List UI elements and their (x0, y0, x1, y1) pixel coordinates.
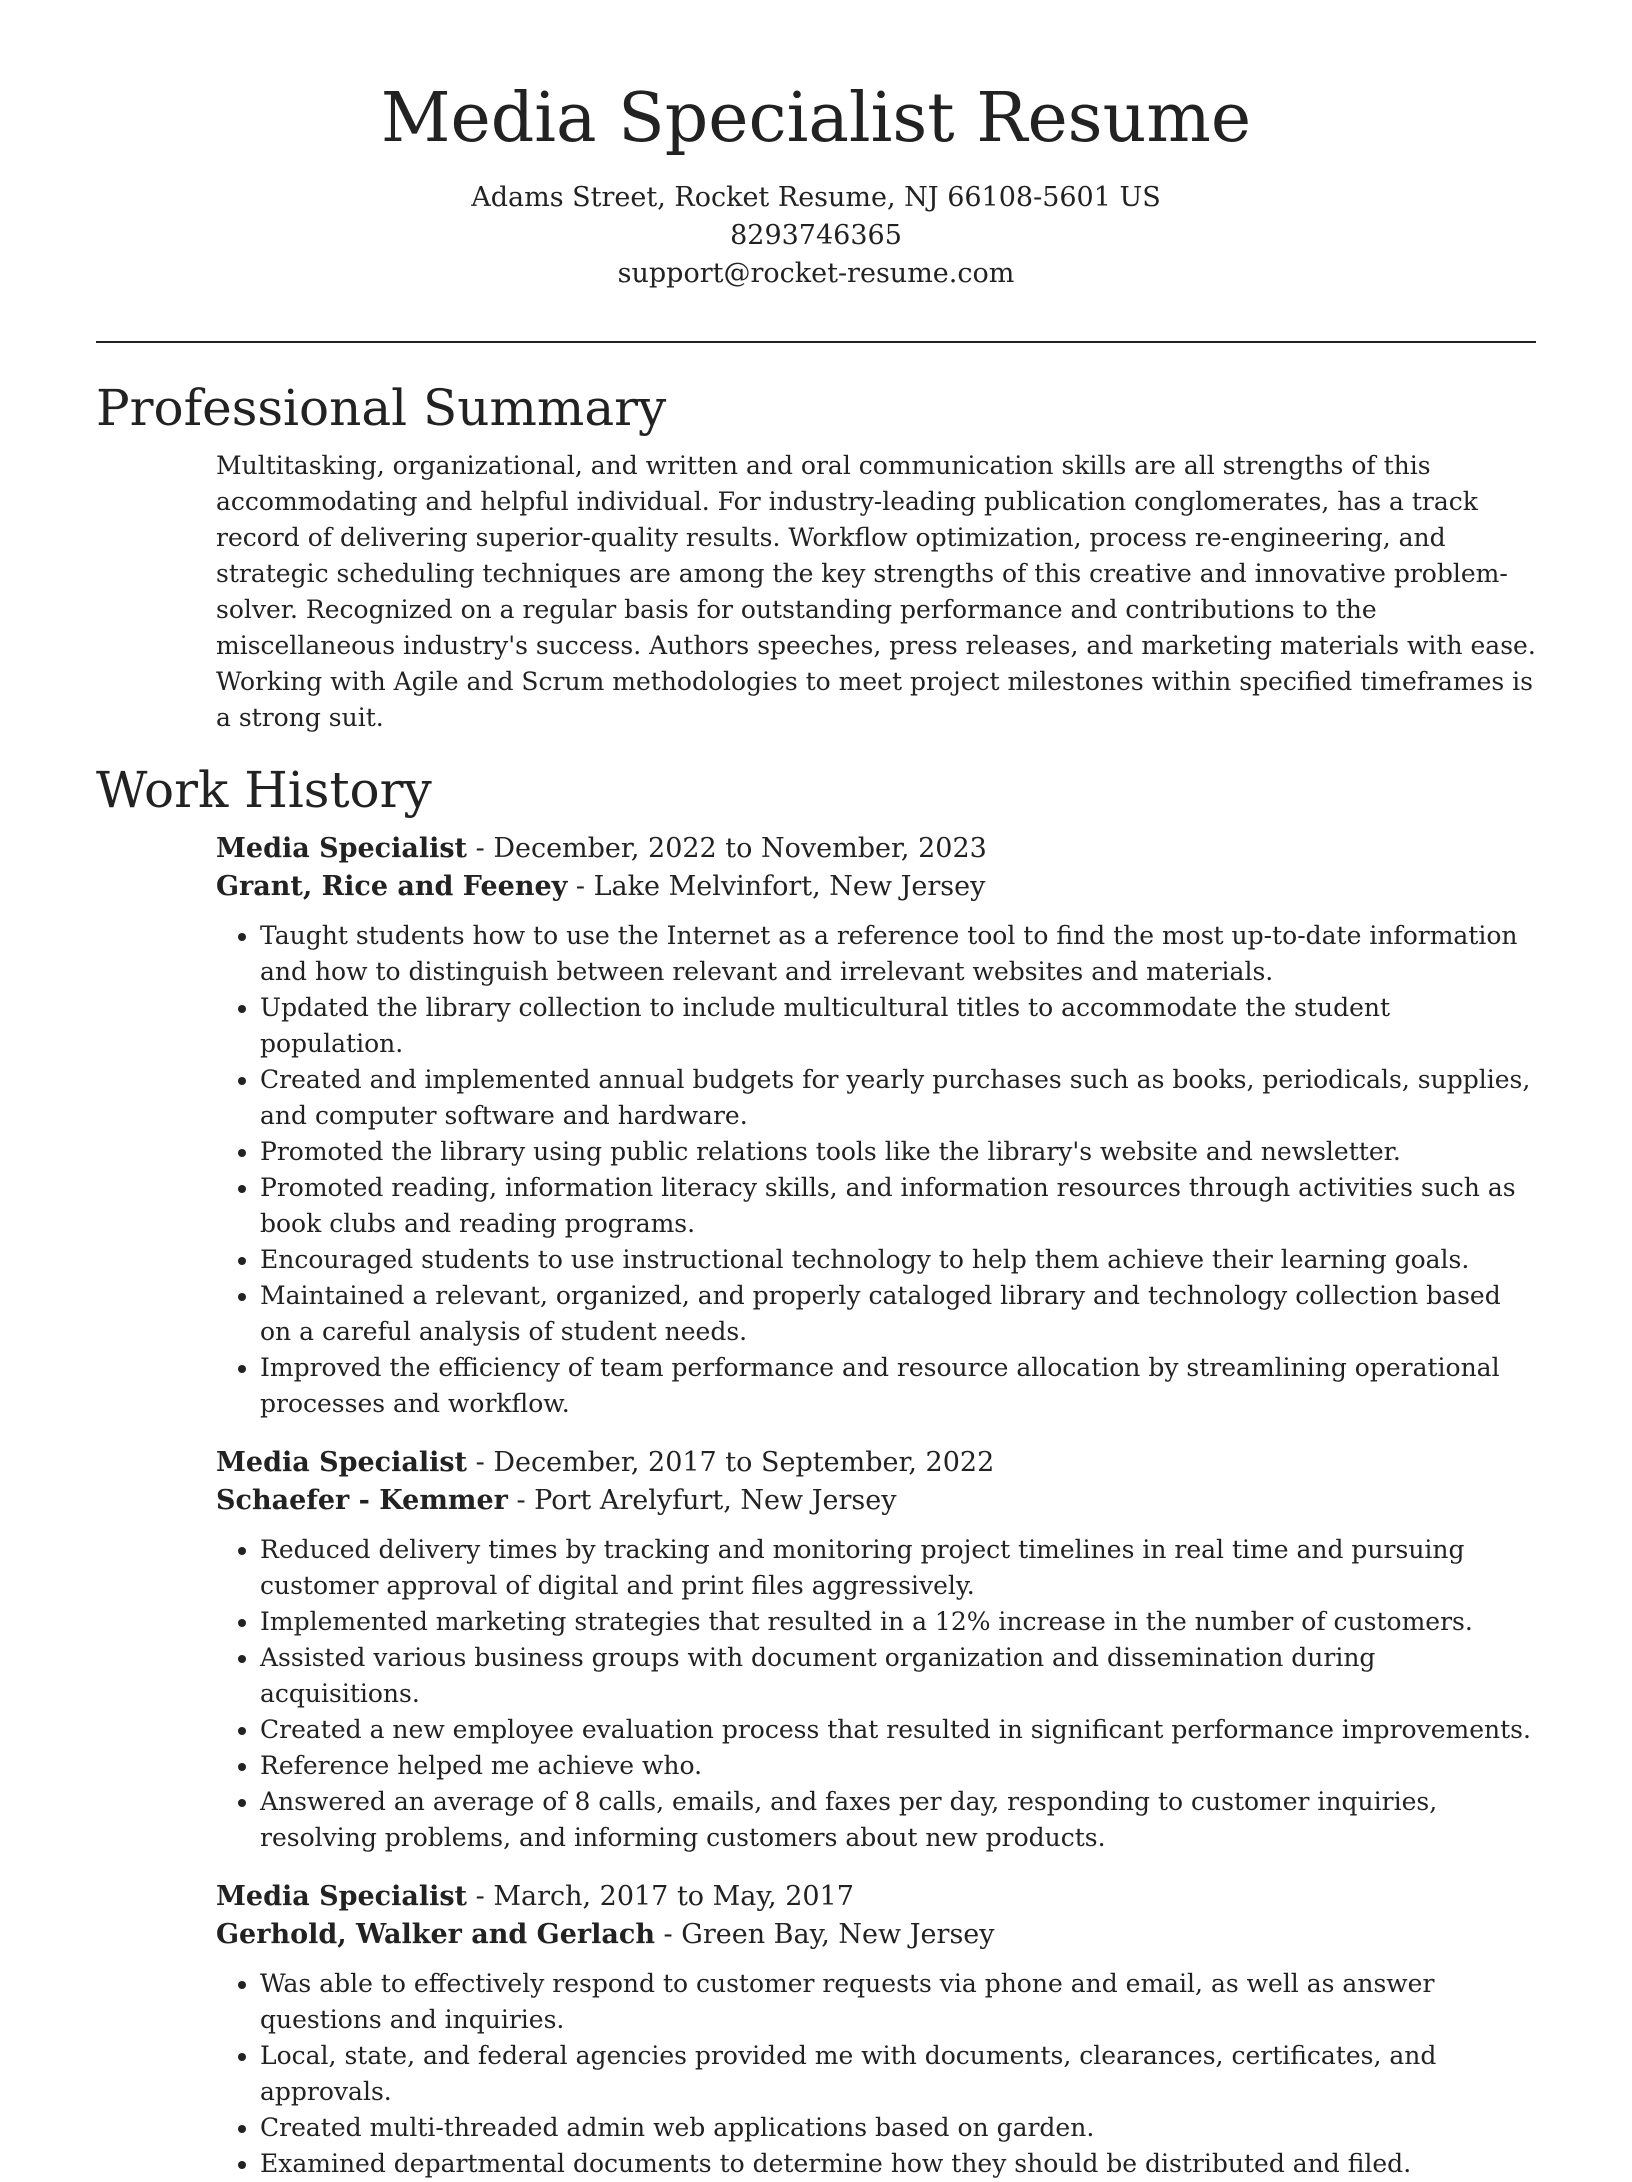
job-bullet: • Local, state, and federal agencies provided me with documents, clearances, certificates, and approvals. (260, 2038, 1536, 2110)
job-bullet: • Updated the library collection to include multicultural titles to accommodate the student population. (260, 990, 1536, 1062)
job-dates: - March, 2017 to May, 2017 (467, 1881, 854, 1912)
contact-email: support@rocket-resume.com (617, 257, 1015, 289)
job-location: - Green Bay, New Jersey (654, 1919, 995, 1950)
job-title-line (216, 1878, 1536, 1916)
section-heading-summary: Professional Summary (96, 379, 667, 437)
page-title: Media Specialist Resume (380, 79, 1252, 158)
job-title-line (216, 1444, 1536, 1482)
header-divider (96, 341, 1536, 343)
job-bullet: • Improved the efficiency of team performance and resource allocation by streamlining operational processes and workflow. (260, 1350, 1536, 1422)
job-title: Media Specialist (216, 1881, 468, 1912)
job-location: - Port Arelyfurt, New Jersey (507, 1485, 897, 1516)
job-bullet: • Examined departmental documents to determine how they should be distributed and filed. (260, 2146, 1536, 2182)
contact-address: Adams Street, Rocket Resume, NJ 66108-5601 US (471, 181, 1161, 213)
job-bullet: • Reduced delivery times by tracking and monitoring project timelines in real time and pursuing customer approval of digital and print files aggressively. (260, 1532, 1536, 1604)
job-entry (216, 1444, 1536, 1856)
job-title: Media Specialist (216, 1447, 468, 1478)
job-company-line (216, 1916, 1536, 1954)
job-dates: - December, 2022 to November, 2023 (467, 833, 987, 864)
job-bullet: • Created a new employee evaluation process that resulted in significant performance improvements. (260, 1712, 1536, 1748)
professional-summary-section (96, 378, 1536, 736)
job-bullet: • Reference helped me achieve who. (260, 1748, 1536, 1784)
summary-text: Multitasking, organizational, and written and oral communication skills are all strengths of this accommodating and helpful individual. For industry-leading publication conglomerates, has a track record of delivering superior-quality results. Workflow optimization, process re-engineering, and strategic scheduling techniques are among the key strengths of this creative and innovative problem-solver. Recognized on a regular basis for outstanding performance and contributions to the miscellaneous industry's success. Authors speeches, press releases, and marketing materials with ease. Working with Agile and Scrum methodologies to meet project milestones within specified timeframes is a strong suit. (216, 451, 1536, 732)
job-title: Media Specialist (216, 833, 468, 864)
job-bullet: • Taught students how to use the Internet as a reference tool to find the most up-to-date information and how to distinguish between relevant and irrelevant websites and materials. (260, 918, 1536, 990)
job-bullet: • Created multi-threaded admin web applications based on garden. (260, 2110, 1536, 2146)
job-entry (216, 830, 1536, 1422)
job-company: Schaefer - Kemmer (216, 1485, 508, 1516)
job-bullet: • Answered an average of 8 calls, emails, and faxes per day, responding to customer inquiries, resolving problems, and informing customers about new products. (260, 1784, 1536, 1856)
job-company-line (216, 868, 1536, 906)
job-bullet: • Was able to effectively respond to customer requests via phone and email, as well as answer questions and inquiries. (260, 1966, 1536, 2038)
job-company-line (216, 1482, 1536, 1520)
job-bullet: • Promoted the library using public relations tools like the library's website and newsletter. (260, 1134, 1536, 1170)
job-bullet: • Maintained a relevant, organized, and properly cataloged library and technology collection based on a careful analysis of student needs. (260, 1278, 1536, 1350)
job-bullet: • Assisted various business groups with document organization and dissemination during acquisitions. (260, 1640, 1536, 1712)
job-bullet-list (216, 918, 1536, 1422)
job-location: - Lake Melvinfort, New Jersey (567, 871, 986, 902)
job-company: Grant, Rice and Feeney (216, 871, 568, 902)
section-heading-work-history: Work History (96, 761, 432, 819)
job-bullet: • Implemented marketing strategies that resulted in a 12% increase in the number of customers. (260, 1604, 1536, 1640)
job-bullet: • Promoted reading, information literacy skills, and information resources through activities such as book clubs and reading programs. (260, 1170, 1536, 1242)
resume-body (96, 378, 1536, 2182)
resume-header (0, 0, 1632, 293)
job-bullet-list (216, 1532, 1536, 1856)
job-dates: - December, 2017 to September, 2022 (467, 1447, 995, 1478)
job-entry (216, 1878, 1536, 2182)
work-history-section (96, 760, 1536, 2182)
job-bullet: • Created and implemented annual budgets for yearly purchases such as books, periodicals, supplies, and computer software and hardware. (260, 1062, 1536, 1134)
job-company: Gerhold, Walker and Gerlach (216, 1919, 655, 1950)
contact-phone: 8293746365 (730, 219, 902, 251)
job-bullet-list (216, 1966, 1536, 2182)
job-bullet: • Encouraged students to use instructional technology to help them achieve their learning goals. (260, 1242, 1536, 1278)
job-title-line (216, 830, 1536, 868)
